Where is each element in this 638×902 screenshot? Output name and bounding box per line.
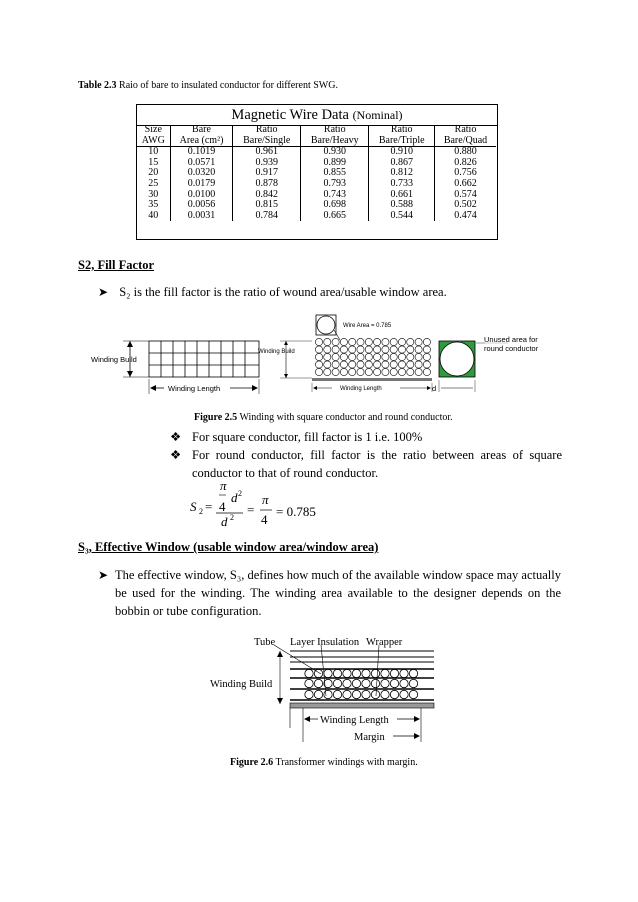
round-conductor (407, 353, 414, 360)
winding-conductor (314, 690, 322, 698)
round-conductor (407, 368, 414, 375)
round-conductor (374, 361, 381, 368)
winding-conductor (390, 690, 398, 698)
round-conductor (365, 368, 372, 375)
round-conductor (415, 346, 422, 353)
round-conductor (365, 346, 372, 353)
table-cell: 40 (148, 209, 159, 221)
table-cell: 0.899 (301, 158, 369, 169)
winding-conductor (381, 690, 389, 698)
round-conductor (415, 361, 422, 368)
round-conductor (365, 338, 372, 345)
wire-data-table (136, 104, 498, 240)
round-conductor (324, 353, 331, 360)
formula-eq2: = (247, 502, 255, 517)
table-cell: 0.939 (233, 158, 301, 169)
figure-2-6-label: Figure 2.6 (230, 757, 274, 768)
table-cell: 15 (148, 156, 159, 168)
table-cell: AWG (137, 136, 170, 147)
round-conductor (332, 368, 339, 375)
round-conductor (315, 368, 322, 375)
round-conductor (357, 353, 364, 360)
round-conductor (340, 361, 347, 368)
round-conductor (315, 338, 322, 345)
figure-2-5-label: Figure 2.5 (194, 412, 238, 423)
round-conductor (349, 346, 356, 353)
winding-conductor (324, 669, 332, 677)
s3-heading (78, 540, 378, 555)
round-conductor (423, 346, 430, 353)
s3-heading-title: S₃, Effective Window (78, 540, 190, 554)
winding-length-small-label: Winding Length (340, 386, 382, 392)
formula-sq-1: 2 (238, 489, 242, 498)
table-cell: 0.0031 (170, 211, 233, 222)
table-cell: 0.930 (301, 147, 369, 158)
formula-lhs: S (190, 499, 197, 514)
round-conductor (382, 361, 389, 368)
round-conductor (390, 338, 397, 345)
winding-conductor (305, 690, 313, 698)
table-caption (78, 80, 338, 91)
table-header-row (137, 136, 496, 147)
round-conductor (374, 368, 381, 375)
round-conductor (398, 368, 405, 375)
winding-conductor (390, 669, 398, 677)
round-conductor (315, 346, 322, 353)
winding-conductor (371, 669, 379, 677)
table-cell: 0.544 (369, 211, 435, 222)
round-conductor (357, 346, 364, 353)
round-conductor (382, 338, 389, 345)
table-cell: Bare/Triple (369, 136, 435, 147)
s3-bullet-text: The effective window, S₃, defines how much of the available window space may actually be used for the winding. The winding area available to the designer depends on the bobbin or tube configuration. (115, 568, 561, 618)
winding-conductor (409, 669, 417, 677)
round-conductor (382, 368, 389, 375)
table-cell: 0.743 (301, 190, 369, 201)
winding-conductor (381, 679, 389, 687)
table-cell: 0.574 (435, 190, 497, 201)
diamond-item-1-text: For square conductor, fill factor is 1 i.e. 100% (192, 430, 423, 444)
table-cell: Area (cm²) (170, 136, 233, 147)
round-conductor (365, 361, 372, 368)
round-conductor (407, 338, 414, 345)
winding-conductor (371, 690, 379, 698)
round-conductor (349, 361, 356, 368)
round-conductor (407, 361, 414, 368)
formula-four-2: 4 (261, 512, 268, 527)
wire-table-title-suffix: (Nominal) (352, 108, 403, 122)
round-conductor (415, 338, 422, 345)
round-conductor (357, 361, 364, 368)
round-conductor (390, 361, 397, 368)
round-conductor (390, 346, 397, 353)
round-conductor (398, 346, 405, 353)
figure-2-5-text: Winding with square conductor and round conductor. (239, 412, 453, 423)
round-conductor (365, 353, 372, 360)
table-header-row (137, 125, 496, 136)
winding-conductor (381, 669, 389, 677)
table-cell: 0.0320 (170, 168, 233, 179)
margin-label: Margin (354, 732, 385, 743)
formula-d-2: d (221, 514, 228, 529)
winding-conductor (343, 690, 351, 698)
table-cell: 0.1019 (170, 147, 233, 158)
formula-sub: 2 (199, 507, 203, 516)
winding-conductor (400, 669, 408, 677)
formula-four-1: 4 (219, 499, 226, 514)
table-cell: 10 (148, 146, 159, 158)
winding-build-label: Winding Build (91, 355, 137, 364)
round-conductor (390, 368, 397, 375)
diamond-item-2-text: For round conductor, fill factor is the ratio between areas of square conductor to that of round conductor. (192, 448, 562, 480)
diamond-bullet-icon: ❖ (170, 430, 182, 444)
round-conductor (340, 353, 347, 360)
winding-conductor (362, 679, 370, 687)
table-cell: Ratio (233, 125, 301, 136)
round-conductor (415, 353, 422, 360)
round-conductor (415, 368, 422, 375)
winding-length-label-2: Winding Length (320, 715, 389, 726)
winding-conductor (371, 679, 379, 687)
table-cell: 0.878 (233, 179, 301, 190)
table-cell: 0.961 (233, 147, 301, 158)
table-cell: 0.0056 (170, 200, 233, 211)
table-cell: 0.588 (369, 200, 435, 211)
winding-conductor (305, 679, 313, 687)
s3-heading-rest: (usable window area/window area) (193, 540, 379, 554)
diamond-item-1 (170, 428, 562, 446)
table-cell: 0.661 (369, 190, 435, 201)
winding-conductor (333, 669, 341, 677)
winding-layers (274, 645, 434, 742)
table-cell: 0.812 (369, 168, 435, 179)
winding-conductor (400, 679, 408, 687)
winding-build-label-2: Winding Build (210, 679, 273, 690)
table-cell: Bare/Single (233, 136, 301, 147)
winding-conductor (343, 679, 351, 687)
round-conductor (349, 338, 356, 345)
round-conductor (357, 338, 364, 345)
s2-heading: S2, Fill Factor (78, 258, 155, 272)
winding-conductor (362, 669, 370, 677)
round-conductor (340, 338, 347, 345)
wire-table-title-text: Magnetic Wire Data (231, 107, 349, 123)
winding-conductor (352, 690, 360, 698)
table-cell: 30 (148, 188, 159, 200)
round-conductor (315, 353, 322, 360)
table-cell: 0.867 (369, 158, 435, 169)
table-cell: Bare (170, 125, 233, 136)
winding-conductor (352, 679, 360, 687)
table-cell: 0.842 (233, 190, 301, 201)
table-row (137, 211, 496, 222)
layer-insulation-label: Layer Insulation (290, 637, 360, 648)
table-cell: 0.0571 (170, 158, 233, 169)
table-cell: 25 (148, 177, 159, 189)
round-conductor (324, 361, 331, 368)
winding-conductor (352, 669, 360, 677)
winding-conductor (362, 690, 370, 698)
table-cell: 0.474 (435, 211, 497, 222)
winding-conductor (343, 669, 351, 677)
round-conductor (332, 346, 339, 353)
table-cell: 0.502 (435, 200, 497, 211)
round-conductor (349, 353, 356, 360)
round-conductor (423, 368, 430, 375)
round-conductor (332, 361, 339, 368)
d-label: d (432, 384, 437, 393)
round-conductor (407, 346, 414, 353)
table-cell: Size (144, 124, 162, 135)
winding-conductor (409, 690, 417, 698)
arrow-bullet-icon: ➤ (98, 285, 109, 299)
table-cell: Bare/Heavy (301, 136, 369, 147)
table-cell: 0.855 (301, 168, 369, 179)
round-conductor (332, 338, 339, 345)
winding-conductor (324, 690, 332, 698)
table-cell: Ratio (369, 125, 435, 136)
table-cell: Bare/Quad (435, 136, 497, 147)
table-cell: 0.910 (369, 147, 435, 158)
table-cell: 0.0179 (170, 179, 233, 190)
round-conductor (423, 361, 430, 368)
table-cell: 20 (148, 167, 159, 179)
round-conductor (398, 353, 405, 360)
s3-bullet (98, 566, 561, 620)
formula-pi-1: π (220, 478, 227, 493)
table-cell: 0.662 (435, 179, 497, 190)
table-cell: 0.698 (301, 200, 369, 211)
table-cell: 35 (148, 199, 159, 211)
round-conductor (374, 353, 381, 360)
table-row (137, 179, 496, 190)
figure-2-6-text: Transformer windings with margin. (275, 757, 418, 768)
round-conductor (382, 353, 389, 360)
s2-bullet-text: S₂ is the fill factor is the ratio of wound area/usable window area. (119, 285, 447, 299)
table-cell: 0.815 (233, 200, 301, 211)
winding-conductor (333, 690, 341, 698)
table-cell: 0.880 (435, 147, 497, 158)
table-cell: Ratio (301, 125, 369, 136)
table-caption-text: Raio of bare to insulated conductor for different SWG. (119, 80, 338, 91)
round-conductor (390, 353, 397, 360)
figure-2-6-caption (230, 757, 418, 768)
table-cell: 0.793 (301, 179, 369, 190)
formula-d-1: d (231, 490, 238, 505)
arrow-bullet-icon: ➤ (98, 568, 109, 582)
s2-bullet (98, 283, 447, 301)
fill-factor-formula (185, 476, 335, 532)
wire-area-label: Wire Area = 0.785 (343, 323, 392, 329)
table-cell: 0.756 (435, 168, 497, 179)
table-cell: Ratio (435, 125, 497, 136)
round-conductor (382, 346, 389, 353)
round-conductor (398, 361, 405, 368)
round-conductor (324, 368, 331, 375)
round-conductor (324, 338, 331, 345)
table-label: Table 2.3 (78, 80, 117, 91)
round-conductor (423, 338, 430, 345)
round-conductor (349, 368, 356, 375)
winding-conductor (333, 679, 341, 687)
winding-build-small-label: Winding Build (258, 349, 295, 355)
figure-2-6 (206, 632, 438, 750)
table-cell: 0.733 (369, 179, 435, 190)
winding-conductor (305, 669, 313, 677)
diamond-bullet-icon: ❖ (170, 448, 182, 462)
winding-conductor (314, 679, 322, 687)
figure-2-5 (90, 312, 560, 404)
round-conductor (340, 368, 347, 375)
winding-conductor (400, 690, 408, 698)
winding-length-label: Winding Length (168, 384, 221, 393)
table-cell: 0.917 (233, 168, 301, 179)
round-conductor (357, 368, 364, 375)
formula-sq-2: 2 (230, 513, 234, 522)
s2-diamond-list (170, 428, 562, 482)
figure-2-5-caption (194, 412, 453, 423)
table-cell: 0.826 (435, 158, 497, 169)
formula-pi-2: π (262, 492, 269, 507)
round-conductor (374, 338, 381, 345)
round-conductor (332, 353, 339, 360)
round-conductor (374, 346, 381, 353)
unused-area-label: Unused area for round conductor (484, 335, 539, 353)
round-conductor (315, 361, 322, 368)
tube-label: Tube (254, 637, 276, 648)
round-conductor (398, 338, 405, 345)
round-conductor (423, 353, 430, 360)
winding-conductor (390, 679, 398, 687)
round-conductor (324, 346, 331, 353)
winding-conductor (409, 679, 417, 687)
wrapper-label: Wrapper (366, 637, 403, 648)
table-cell: 0.665 (301, 211, 369, 222)
round-conductor (340, 346, 347, 353)
table-cell: 0.0100 (170, 190, 233, 201)
formula-eq: = (205, 499, 213, 514)
formula-result: = 0.785 (276, 504, 316, 519)
wire-table-title (137, 105, 497, 126)
table-cell: 0.784 (233, 211, 301, 222)
wire-table-grid (137, 125, 496, 221)
